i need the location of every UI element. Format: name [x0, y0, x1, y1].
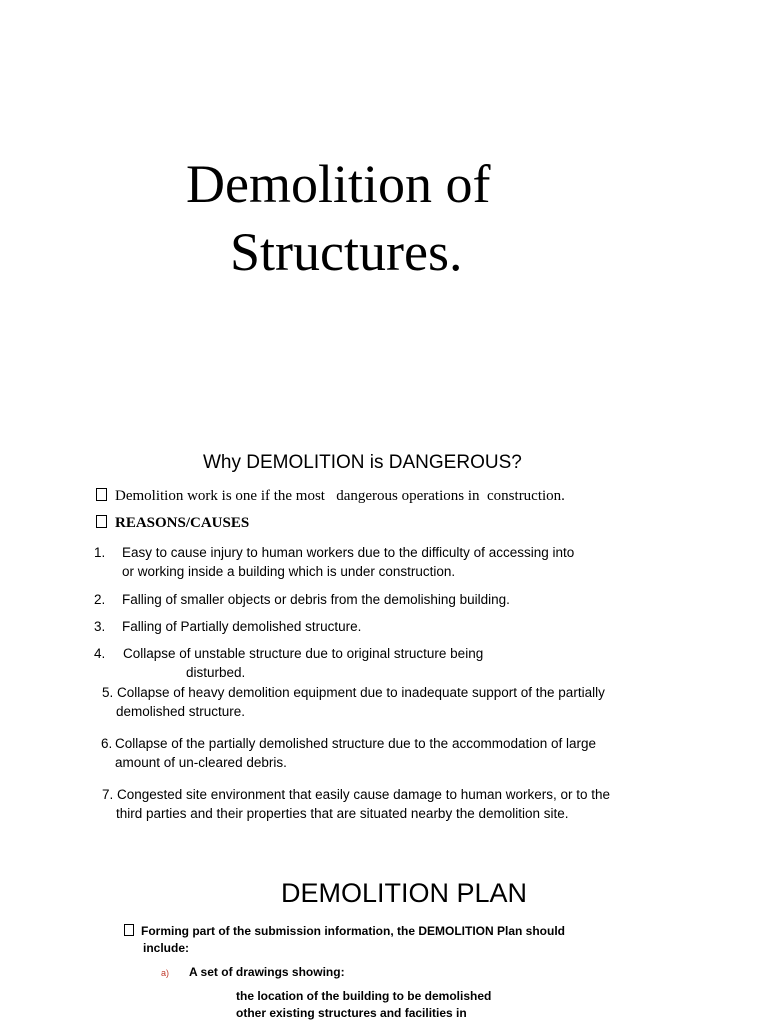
item-number: 4. [94, 646, 106, 661]
item-number: 3. [94, 619, 106, 634]
plan-intro [124, 923, 565, 940]
page-title-line1: Demolition of [186, 154, 491, 214]
intro-bullet [96, 488, 565, 505]
item-text: Collapse of unstable structure due to original structure being [123, 646, 484, 661]
item-number: 2. [94, 592, 106, 607]
reasons-bullet [96, 515, 249, 532]
sub-item-label: A set of drawings showing: [189, 965, 345, 979]
item-number: 7. [102, 787, 114, 802]
page-title-line2: Structures. [230, 222, 463, 282]
reasons-label: REASONS/CAUSES [115, 515, 250, 531]
item-text: Easy to cause injury to human workers due to the difficulty of accessing into [122, 545, 575, 560]
list-item [94, 543, 105, 562]
item-text-continued: or working inside a building which is under construction. [122, 564, 456, 579]
item-text: Collapse of heavy demolition equipment due to inadequate support of the partially [117, 685, 605, 700]
item-number: 6. [101, 736, 113, 751]
square-bullet-icon [96, 515, 107, 528]
square-bullet-icon [124, 924, 134, 936]
item-text-continued: third parties and their properties that are situated nearby the demolition site. [116, 806, 569, 821]
item-text: Falling of Partially demolished structure. [122, 619, 362, 634]
item-text: Falling of smaller objects or debris from the demolishing building. [122, 592, 510, 607]
item-number: 1. [94, 545, 106, 560]
section-heading-dangerous: Why DEMOLITION is DANGEROUS? [203, 452, 522, 473]
item-text: Collapse of the partially demolished structure due to the accommodation of large [115, 736, 597, 751]
plan-intro-line1: Forming part of the submission information, the DEMOLITION Plan should [141, 924, 566, 938]
item-text-continued: amount of un-cleared debris. [115, 755, 287, 770]
square-bullet-icon [96, 488, 107, 501]
detail-line1: the location of the building to be demolished [236, 989, 492, 1003]
item-text: Congested site environment that easily cause damage to human workers, or to the [117, 787, 611, 802]
item-text-continued: disturbed. [186, 665, 246, 680]
item-number: 5. [102, 685, 114, 700]
intro-text: Demolition work is one if the most dangerous operations in construction. [115, 488, 565, 504]
detail-line2: other existing structures and facilities in [236, 1006, 467, 1020]
item-text-continued: demolished structure. [116, 704, 246, 719]
section-heading-plan: DEMOLITION PLAN [281, 878, 528, 908]
plan-intro-line2: include: [143, 941, 190, 955]
sub-item-marker: a) [161, 968, 170, 978]
